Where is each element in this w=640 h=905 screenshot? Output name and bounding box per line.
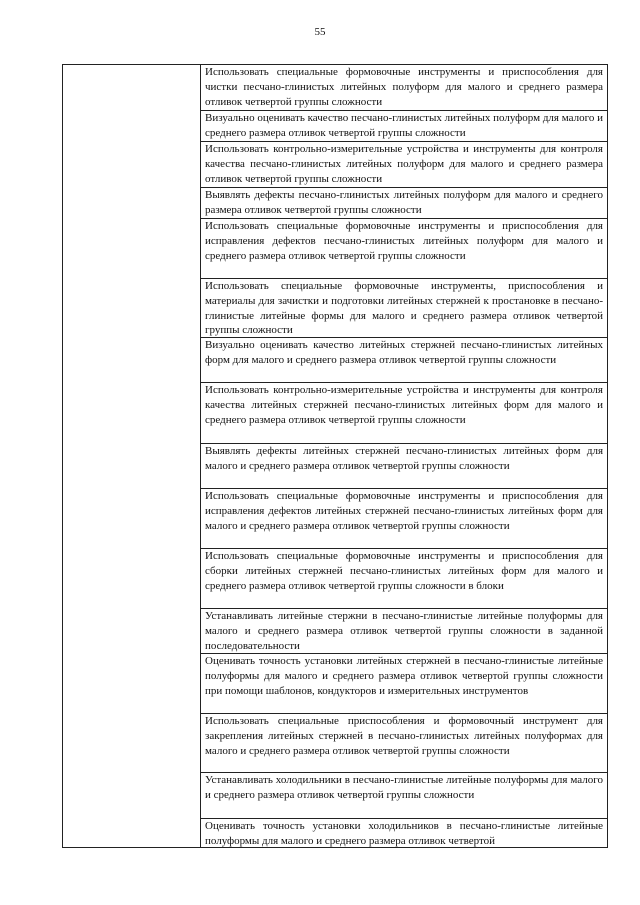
table-cell: Устанавливать литейные стержни в песчано-глинистые литейные полуформы для малого и среднего размера отливок четвертой группы сложности в заданной последовательности xyxy=(201,609,607,654)
skills-table xyxy=(62,64,608,848)
table-cell: Использовать контрольно-измерительные устройства и инструменты для контроля качества песчано-глинистых литейных полуформ для малого и среднего размера отливок четвертой группы сложности xyxy=(201,142,607,188)
table-cell: Устанавливать холодильники в песчано-глинистые литейные полуформы для малого и среднего размера отливок четвертой группы сложности xyxy=(201,773,607,819)
table-cell: Оценивать точность установки литейных стержней в песчано-глинистые литейные полуформы для малого и среднего размера отливок четвертой группы сложности при помощи шаблонов, кондукторов и измерительных инструментов xyxy=(201,654,607,714)
table-cell: Визуально оценивать качество литейных стержней песчано-глинистых литейных форм для малого и среднего размера отливок четвертой группы сложности xyxy=(201,338,607,383)
table-cell: Использовать специальные формовочные инструменты и приспособления для сборки литейных стержней песчано-глинистых литейных форм для малого и среднего размера отливок четвертой группы сложности в блоки xyxy=(201,549,607,609)
table-cell: Использовать специальные формовочные инструменты и приспособления для исправления дефектов литейных стержней песчано-глинистых литейных форм для малого и среднего размера отливок четвертой группы сложности xyxy=(201,489,607,549)
table-cell: Использовать специальные формовочные инструменты, приспособления и материалы для зачистки и подготовки литейных стержней к простановке в песчано-глинистые литейные формы для малого и среднего размера отливок четвертой группы сложности xyxy=(201,279,607,338)
table-cell: Использовать специальные формовочные инструменты и приспособления для исправления дефектов песчано-глинистых литейных полуформ для малого и среднего размера отливок четвертой группы сложности xyxy=(201,219,607,279)
table-cell: Использовать специальные приспособления и формовочный инструмент для закрепления литейных стержней в песчано-глинистых литейных полуформах для малого и среднего размера отливок четвертой группы сложности xyxy=(201,714,607,773)
table-cell: Выявлять дефекты песчано-глинистых литейных полуформ для малого и среднего размера отливок четвертой группы сложности xyxy=(201,188,607,219)
table-left-column xyxy=(63,65,201,847)
table-cell: Использовать контрольно-измерительные устройства и инструменты для контроля качества литейных стержней песчано-глинистых литейных форм для малого и среднего размера отливок четвертой группы сложности xyxy=(201,383,607,444)
table-cell: Оценивать точность установки холодильников в песчано-глинистые литейные полуформы для малого и среднего размера отливок четвертой xyxy=(205,820,603,847)
table-cell: Использовать специальные формовочные инструменты и приспособления для чистки песчано-глинистых литейных полуформ для малого и среднего размера отливок четвертой группы сложности xyxy=(201,65,607,111)
page-number: 55 xyxy=(314,26,326,38)
table-cell: Визуально оценивать качество песчано-глинистых литейных полуформ для малого и среднего размера отливок четвертой группы сложности xyxy=(201,111,607,142)
table-right-column xyxy=(201,65,607,847)
table-cell: Выявлять дефекты литейных стержней песчано-глинистых литейных форм для малого и среднего размера отливок четвертой группы сложности xyxy=(201,444,607,489)
